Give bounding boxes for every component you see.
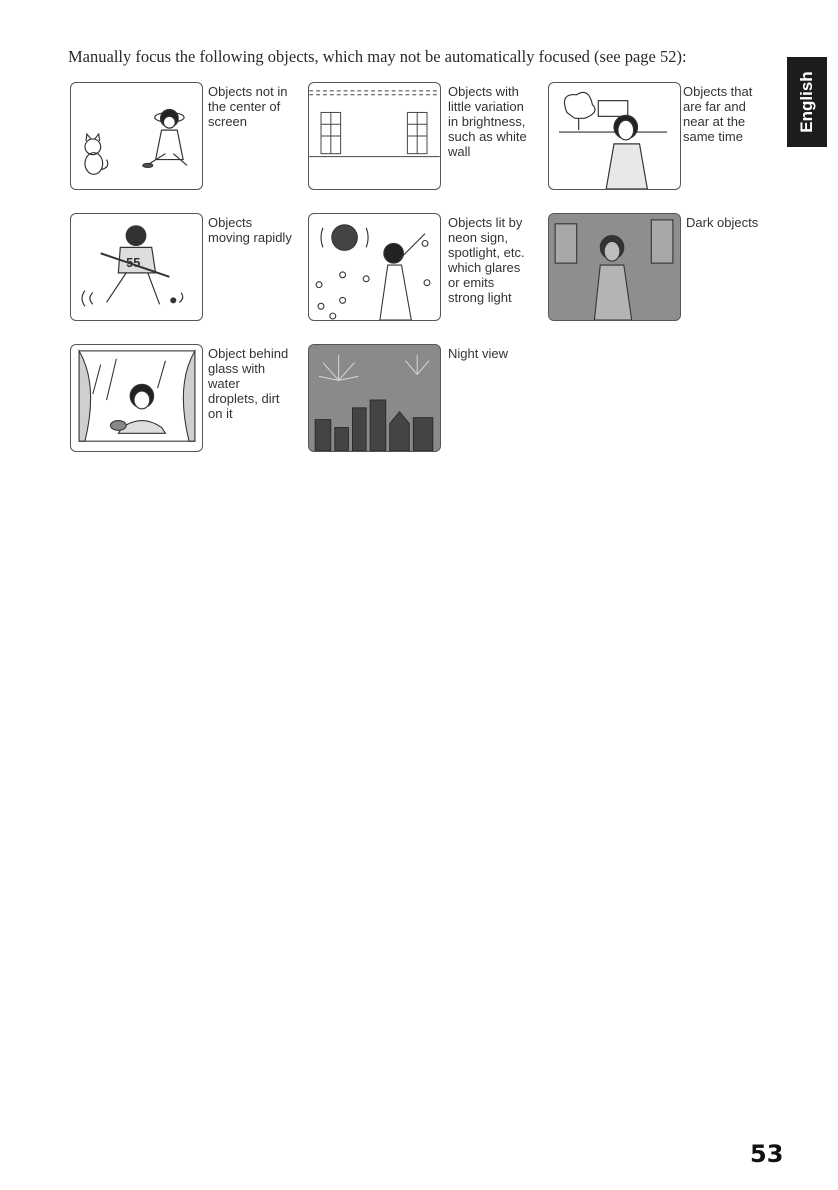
illustration-bright-light [308, 213, 441, 321]
caption-bright-light: Objects lit by neon sign, spotlight, etc. which glares or emits strong light [448, 215, 525, 305]
page-number: 53 [750, 1140, 784, 1168]
caption-off-center: Objects not in the center of screen [208, 84, 288, 129]
dark-drawing [549, 214, 680, 320]
caption-far-near: Objects that are far and near at the same time [683, 84, 753, 144]
jersey-number: 55 [126, 255, 141, 270]
tree-icon [564, 92, 595, 118]
dancer-dress-icon [380, 265, 411, 320]
disco-ball-icon [332, 225, 358, 251]
caption-glass: Object behind glass with water droplets, dirt on it [208, 346, 289, 421]
left-curtain-icon [79, 351, 91, 441]
off-center-drawing [71, 83, 202, 189]
illustration-night [308, 344, 441, 452]
girl-with-hat-icon [143, 110, 187, 168]
cat-icon [85, 134, 108, 174]
language-tab [787, 57, 827, 147]
language-tab-label: English [797, 71, 816, 133]
illustration-white-wall [308, 82, 441, 190]
dancer-hair-icon [384, 243, 404, 263]
building-icon [555, 224, 577, 263]
far-near-drawing [549, 83, 680, 189]
caption-dark: Dark objects [686, 215, 759, 230]
caption-white-wall: Objects with little variation in brightness, such as white wall [448, 84, 527, 159]
illustration-dark [548, 213, 681, 321]
illustration-moving [70, 213, 203, 321]
right-curtain-icon [183, 351, 195, 441]
night-drawing [309, 345, 440, 451]
white-wall-drawing [309, 83, 440, 189]
woman-dress-icon [606, 144, 647, 189]
flowers-icon [110, 421, 126, 431]
house-icon [598, 101, 627, 117]
caption-night: Night view [448, 346, 508, 361]
puck-icon [171, 298, 176, 303]
moving-drawing [71, 214, 202, 320]
intro-text: Manually focus the following objects, which may not be automatically focused (see page 52): [68, 47, 687, 66]
illustration-off-center [70, 82, 203, 190]
caption-moving: Objects moving rapidly [208, 215, 292, 245]
glass-drawing [71, 345, 202, 451]
hockey-player-icon [82, 226, 183, 306]
illustration-glass [70, 344, 203, 452]
bright-light-drawing [309, 214, 440, 320]
illustration-far-near [548, 82, 681, 190]
